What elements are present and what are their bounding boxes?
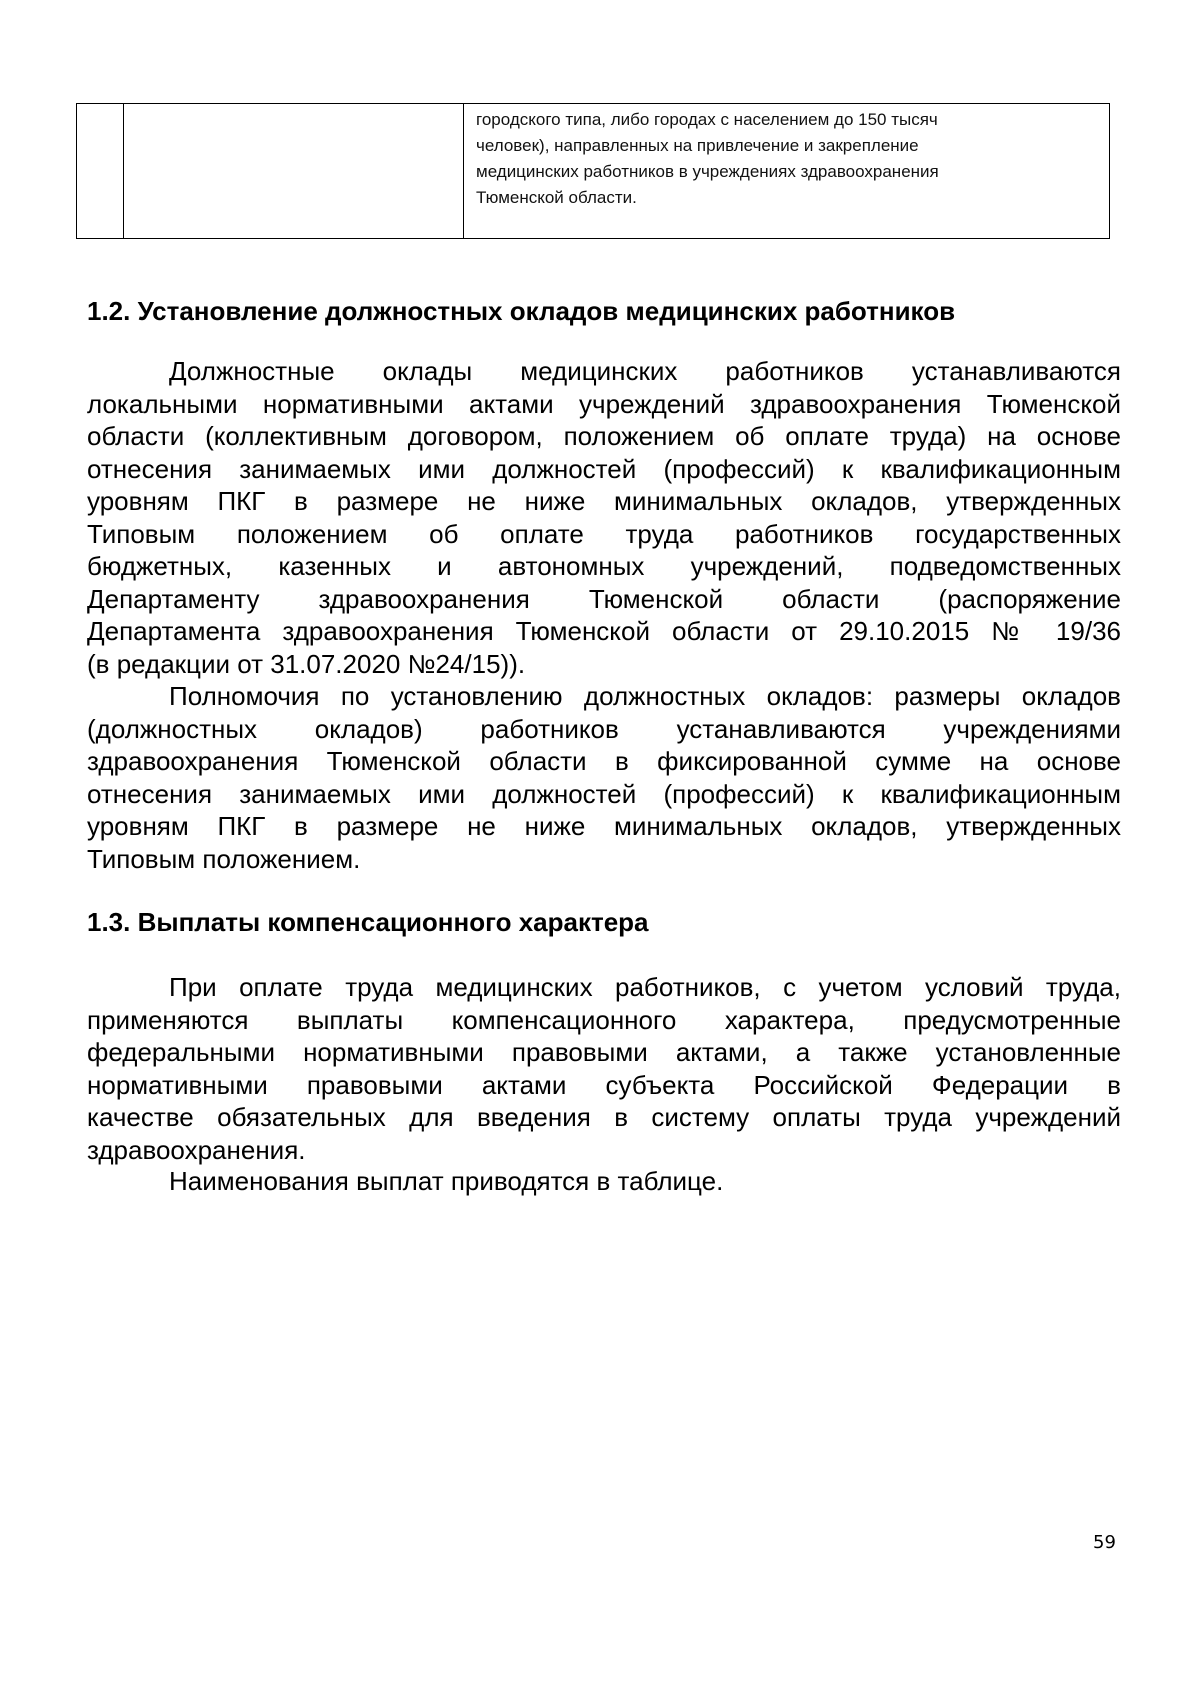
table-cell-line: медицинских работников в учреждениях здравоохранения <box>476 162 939 181</box>
page-number: 59 <box>1093 1532 1116 1553</box>
paragraph-official-salaries <box>87 355 1121 680</box>
continuation-table <box>76 103 1110 239</box>
paragraph-line: Департаменту здравоохранения Тюменской области (распоряжение <box>87 583 1121 614</box>
paragraph-payment-names <box>87 1165 1121 1198</box>
section-heading-1-2: 1.2. Установление должностных окладов медицинских работников <box>87 296 956 326</box>
section-heading-1-3: 1.3. Выплаты компенсационного характера <box>87 907 649 937</box>
table-cell-description <box>464 104 1110 239</box>
paragraph-line: Типовым положением об оплате труда работников государственных <box>87 518 1121 549</box>
table-row <box>77 104 1110 239</box>
paragraph-line: бюджетных, казенных и автономных учреждений, подведомственных <box>87 551 1121 581</box>
paragraph-line: отнесения занимаемых ими должностей (профессий) к квалификационным <box>87 453 1121 484</box>
paragraph-line: уровням ПКГ в размере не ниже минимальных окладов, утвержденных <box>87 811 1121 841</box>
paragraph-line: (в редакции от 31.07.2020 №24/15)). <box>87 648 526 679</box>
paragraph-compensation <box>87 971 1121 1166</box>
table-cell-number <box>77 104 124 239</box>
table-cell-line: человек), направленных на привлечение и закрепление <box>476 136 919 155</box>
table-cell-text <box>464 104 1109 211</box>
paragraph-line: области (коллективным договором, положением об оплате труда) на основе <box>87 421 1121 451</box>
paragraph-line: федеральными нормативными правовыми актами, а также установленные <box>87 1037 1121 1067</box>
paragraph-line: уровням ПКГ в размере не ниже минимальных окладов, утвержденных <box>87 486 1121 516</box>
paragraph-authority <box>87 680 1121 875</box>
paragraph-line: Типовым положением. <box>87 843 361 874</box>
table-cell-line: городского типа, либо городах с населением до 150 тысяч <box>476 110 938 129</box>
paragraph-line: нормативными правовыми актами субъекта Российской Федерации в <box>87 1069 1121 1100</box>
paragraph-line: здравоохранения. <box>87 1134 306 1165</box>
paragraph-line: здравоохранения Тюменской области в фиксированной сумме на основе <box>87 746 1121 776</box>
table-cell-line: Тюменской области. <box>476 188 637 207</box>
paragraph-line: качестве обязательных для введения в систему оплаты труда учреждений <box>87 1102 1121 1132</box>
paragraph-line: Должностные оклады медицинских работников устанавливаются <box>169 356 1121 386</box>
paragraph-line: Департамента здравоохранения Тюменской области от 29.10.2015 № 19/36 <box>87 616 1121 646</box>
table-cell-name <box>124 104 464 239</box>
paragraph-line: локальными нормативными актами учреждений здравоохранения Тюменской <box>87 388 1121 419</box>
paragraph-line: Наименования выплат приводятся в таблице. <box>169 1166 724 1196</box>
paragraph-line: отнесения занимаемых ими должностей (профессий) к квалификационным <box>87 778 1121 809</box>
paragraph-line: применяются выплаты компенсационного характера, предусмотренные <box>87 1004 1121 1035</box>
paragraph-line: При оплате труда медицинских работников, с учетом условий труда, <box>169 972 1121 1002</box>
paragraph-line: (должностных окладов) работников устанавливаются учреждениями <box>87 713 1121 744</box>
paragraph-line: Полномочия по установлению должностных окладов: размеры окладов <box>169 681 1121 711</box>
